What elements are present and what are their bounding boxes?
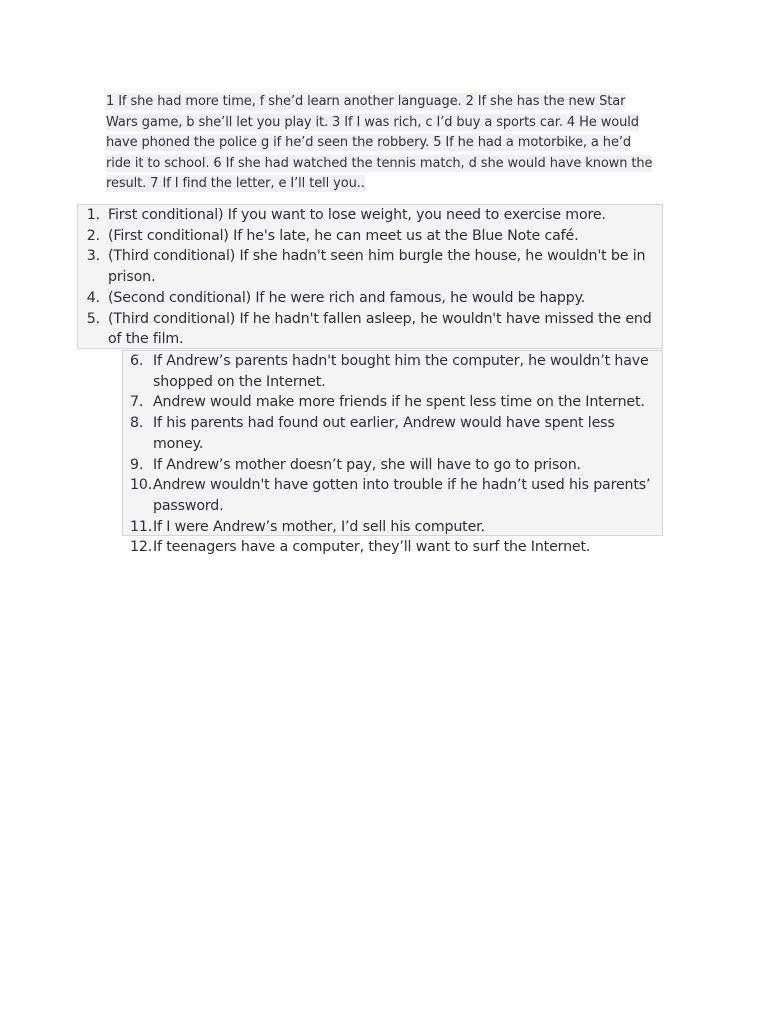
list-item-number: 3. xyxy=(86,248,100,265)
list-item-text: If Andrew’s parents hadn't bought him the computer, he wouldn’t have shopped on the Internet. xyxy=(153,353,649,390)
list-item xyxy=(123,392,662,413)
list-item xyxy=(78,288,662,309)
list-item-text: If I were Andrew’s mother, I’d sell his computer. xyxy=(153,518,485,535)
list-item xyxy=(123,413,662,454)
answer-paragraph-text: 1 If she had more time, f she’d learn another language. 2 If she has the new Star Wars game, b she’ll let you play it. 3 If I was rich, c I’d buy a sports car. 4 He would have phoned the police g if he’d seen the robbery. 5 If he had a motorbike, a he’d ride it to school. 6 If she had watched the tennis match, d she would have known the result. 7 If I find the letter, e I’ll tell you.. xyxy=(106,94,653,191)
list-item xyxy=(123,351,662,392)
list-item-number: 4. xyxy=(86,289,100,306)
list-item xyxy=(78,309,662,350)
list-item-number: 2. xyxy=(86,227,100,244)
list-item-text: (Third conditional) If he hadn't fallen asleep, he wouldn't have missed the end of the film. xyxy=(108,310,652,348)
list-item-number: 7. xyxy=(130,394,144,411)
list-item-number: 12. xyxy=(130,539,153,556)
list-item-text: (Second conditional) If he were rich and famous, he would be happy. xyxy=(108,289,586,306)
answer-paragraph xyxy=(106,92,658,195)
conditionals-list xyxy=(77,204,663,349)
list-item-text: (Third conditional) If she hadn't seen him burgle the house, he wouldn't be in prison. xyxy=(108,248,646,286)
andrew-sentences-list xyxy=(122,350,663,556)
list-item-number: 5. xyxy=(86,310,100,327)
list-item-number: 1. xyxy=(86,207,100,223)
list-item-number: 6. xyxy=(130,353,144,369)
list-item-text: (First conditional) If he's late, he can meet us at the Blue Note café. xyxy=(108,227,579,244)
list-item-text: If teenagers have a computer, they’ll want to surf the Internet. xyxy=(153,539,591,556)
list-item-number: 10. xyxy=(130,477,153,494)
list-item-number: 11. xyxy=(130,518,153,535)
list-item-text: First conditional) If you want to lose weight, you need to exercise more. xyxy=(108,207,606,223)
list-item-number: 8. xyxy=(130,415,144,432)
list-item-number: 9. xyxy=(130,456,144,473)
list-item xyxy=(123,537,662,558)
list-item xyxy=(78,246,662,287)
list-item xyxy=(78,226,662,247)
list-item-text: Andrew would make more friends if he spent less time on the Internet. xyxy=(153,394,645,411)
list-item-text: If his parents had found out earlier, Andrew would have spent less money. xyxy=(153,415,615,452)
list-item-text: Andrew wouldn't have gotten into trouble if he hadn’t used his parents’ password. xyxy=(153,477,651,514)
list-item xyxy=(123,455,662,476)
list-item xyxy=(123,517,662,538)
list-item xyxy=(78,205,662,226)
list-item xyxy=(123,475,662,516)
list-item-text: If Andrew’s mother doesn’t pay, she will have to go to prison. xyxy=(153,456,581,473)
